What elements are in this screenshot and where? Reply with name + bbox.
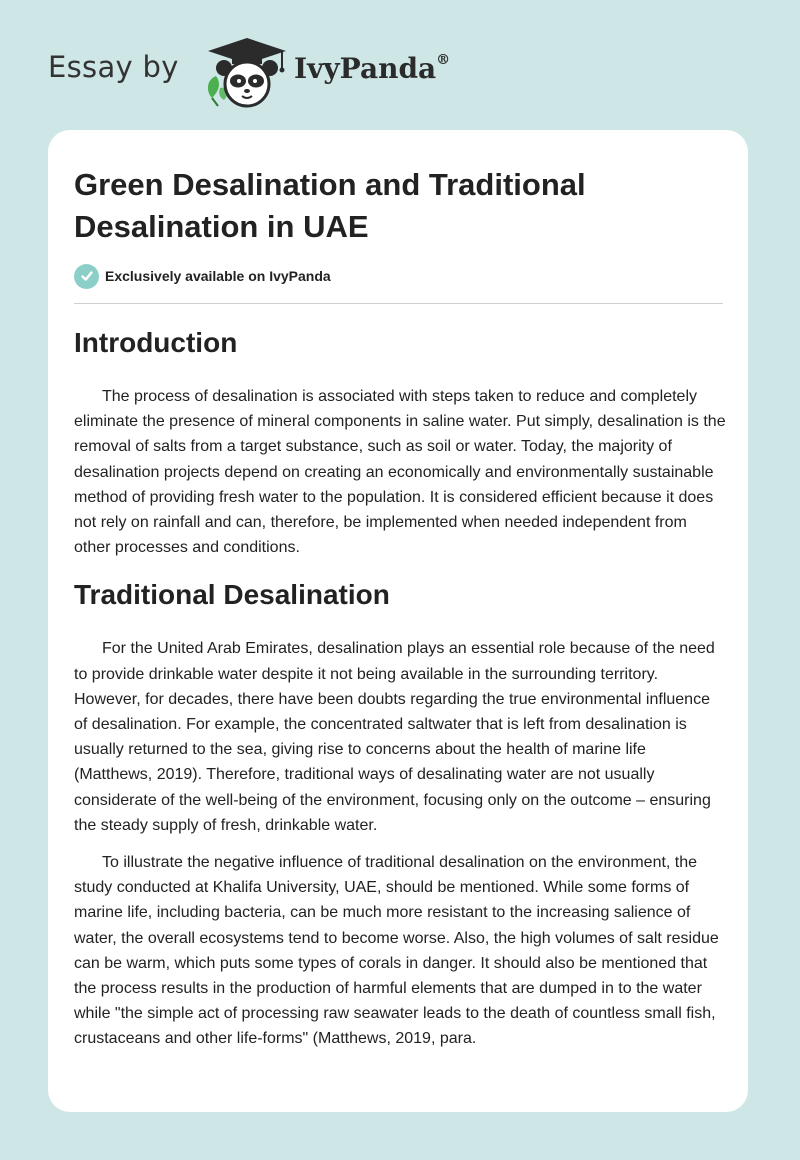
panda-graduate-icon[interactable] (202, 36, 292, 108)
registered-mark: ® (436, 51, 451, 68)
divider (74, 303, 723, 304)
paragraph: For the United Arab Emirates, desalination plays an essential role because of the need to provide drinkable water despite it not being available in the surrounding territory. However, for decades, there have been doubts regarding the true environmental influence of desalination. For example, the concentrated saltwater that is left from desalination is usually returned to the sea, giving rise to concerns about the health of marine life (Matthews, 2019). Therefore, traditional ways of desalinating water are not usually considerate of the well-being of the environment, focusing only on the outcome – ensuring the steady supply of fresh, drinkable water. (74, 640, 715, 834)
brand-name[interactable] (294, 52, 450, 85)
site-header (48, 36, 488, 108)
section-heading: Traditional Desalination (74, 579, 390, 611)
check-icon (74, 264, 99, 289)
brand-text: IvyPanda (294, 52, 437, 85)
paragraph: The process of desalination is associated with steps taken to reduce and completely eliminate the presence of mineral components in saline water. Put simply, desalination is the removal of salts from a target substance, such as soil or water. Today, the majority of desalination projects depend on creating an economically and environmentally sustainable method of providing fresh water to the population. It is considered efficient because it does not rely on rainfall and can, therefore, be implemented when needed independent from other processes and conditions. (74, 388, 726, 557)
section-introduction (74, 318, 726, 560)
essay-card (48, 130, 748, 1112)
essay-by-label: Essay by (48, 50, 179, 84)
exclusive-badge (74, 263, 331, 289)
paragraph: To illustrate the negative influence of traditional desalination on the environment, the study conducted at Khalifa University, UAE, should be mentioned. While some forms of marine life, including bacteria, can be much more resistant to the increasing salience of water, the overall ecosystems tend to become worse. Also, the high volumes of salt residue can be warm, which puts some types of corals in danger. It should also be mentioned that the process results in the production of harmful elements that are dumped in to the water while "the simple act of processing raw seawater leads to the death of countless small fish, crustaceans and other life-forms" (Matthews, 2019, para. (74, 854, 719, 1048)
section-heading: Introduction (74, 327, 238, 358)
section-traditional-desalination (74, 570, 726, 1051)
badge-text: Exclusively available on IvyPanda (105, 268, 331, 284)
essay-title: Green Desalination and Traditional Desalination in UAE (74, 167, 586, 244)
essay-body (74, 318, 726, 1052)
